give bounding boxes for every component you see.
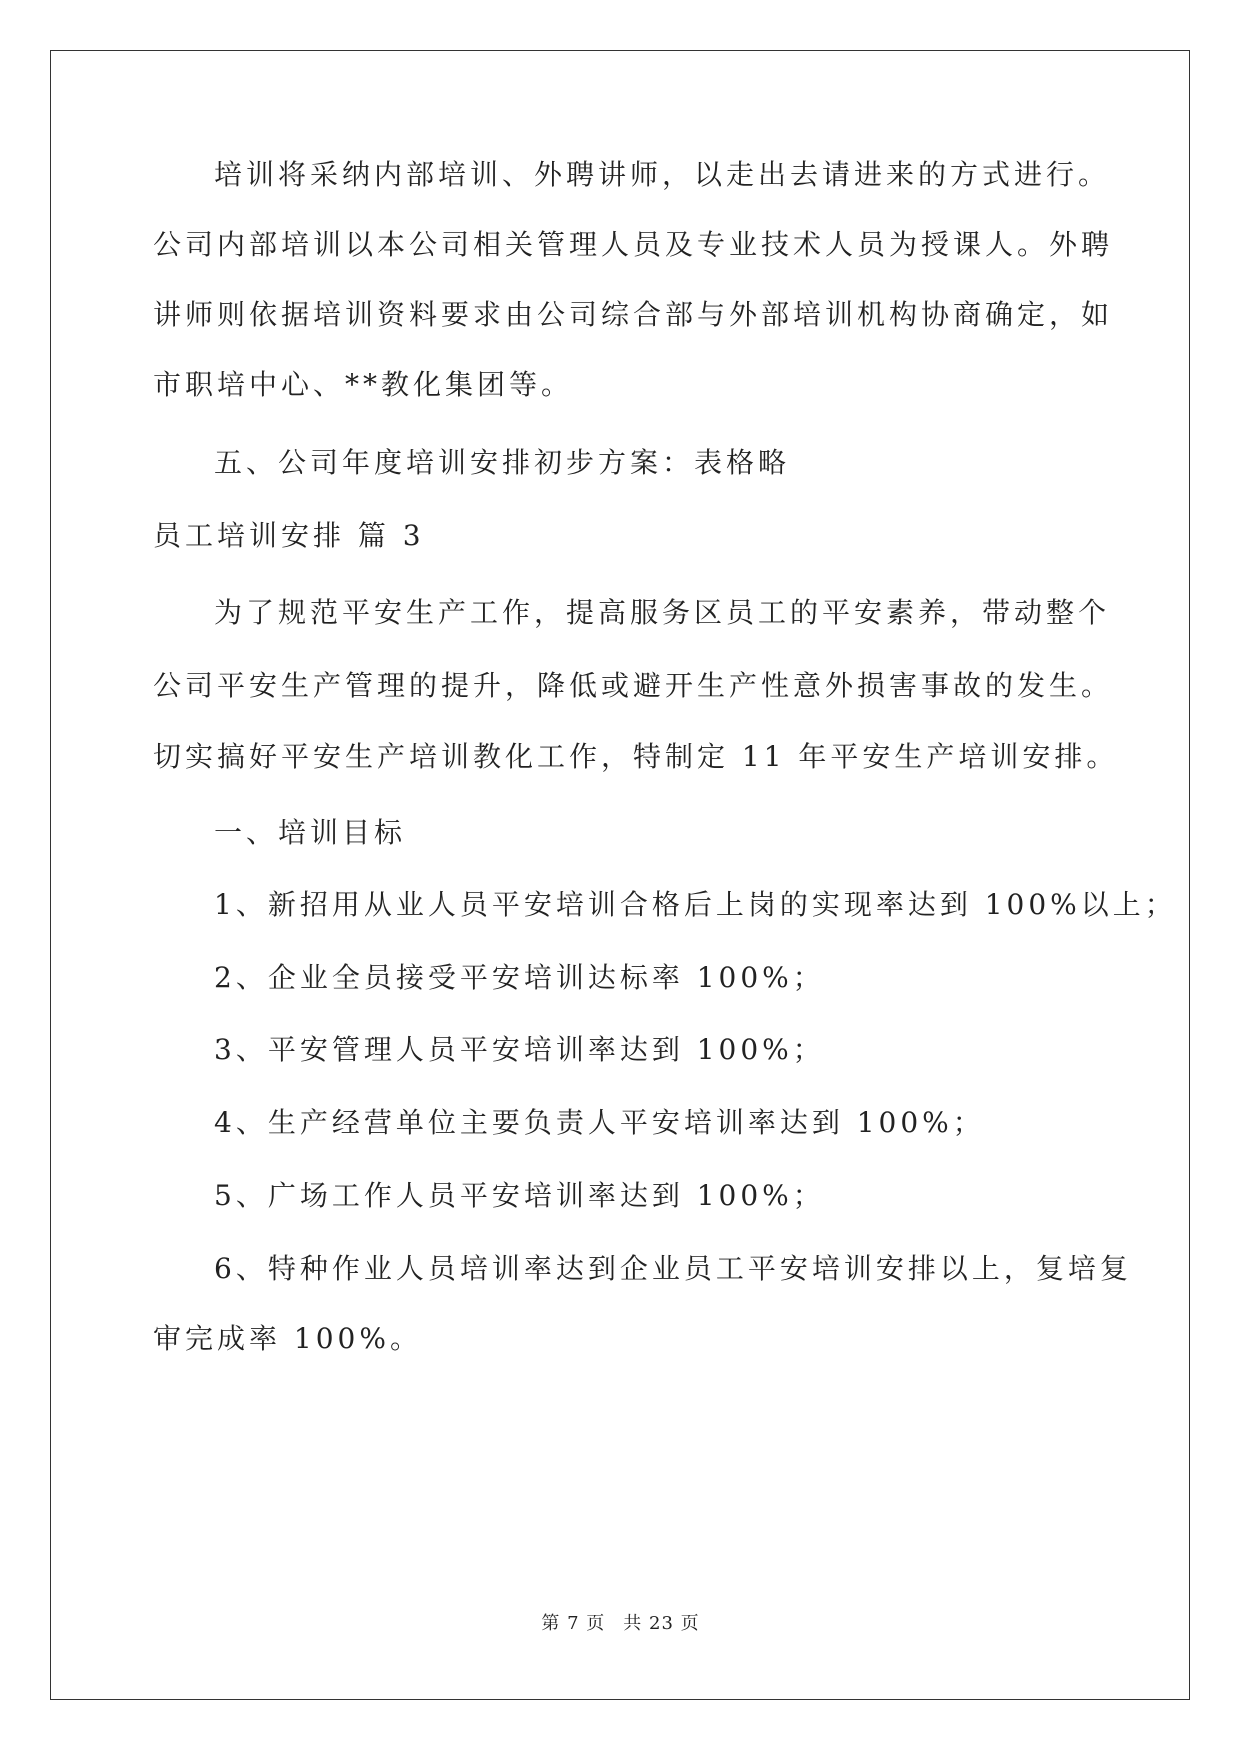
paragraph-line: 公司平安生产管理的提升，降低或避开生产性意外损害事故的发生。 — [153, 669, 1114, 702]
list-item-continuation: 审完成率 100%。 — [153, 1322, 422, 1355]
list-item: 4、生产经营单位主要负责人平安培训率达到 100%； — [214, 1106, 985, 1139]
paragraph-line: 为了规范平安生产工作，提高服务区员工的平安素养，带动整个 — [214, 596, 1111, 629]
list-item: 5、广场工作人员平安培训率达到 100%； — [214, 1179, 825, 1212]
paragraph-line: 讲师则依据培训资料要求由公司综合部与外部培训机构协商确定，如 — [153, 298, 1114, 331]
section-heading: 五、公司年度培训安排初步方案：表格略 — [214, 446, 791, 479]
list-item: 2、企业全员接受平安培训达标率 100%； — [214, 961, 825, 994]
page-total: 共 23 页 — [623, 1613, 700, 1634]
list-item: 3、平安管理人员平安培训率达到 100%； — [214, 1033, 825, 1066]
section-heading: 一、培训目标 — [214, 816, 407, 849]
article-heading: 员工培训安排 篇 3 — [153, 519, 425, 552]
list-item: 6、特种作业人员培训率达到企业员工平安培训安排以上，复培复 — [214, 1252, 1132, 1285]
page-number: 第 7 页 — [541, 1613, 606, 1634]
paragraph-line: 公司内部培训以本公司相关管理人员及专业技术人员为授课人。外聘 — [153, 228, 1114, 261]
paragraph-line: 市职培中心、**教化集团等。 — [153, 368, 574, 401]
paragraph-line: 培训将采纳内部培训、外聘讲师，以走出去请进来的方式进行。 — [214, 158, 1111, 191]
page-footer — [0, 1612, 1241, 1636]
list-item: 1、新招用从业人员平安培训合格后上岗的实现率达到 100%以上； — [214, 888, 1177, 921]
paragraph-line: 切实搞好平安生产培训教化工作，特制定 11 年平安生产培训安排。 — [153, 740, 1119, 773]
